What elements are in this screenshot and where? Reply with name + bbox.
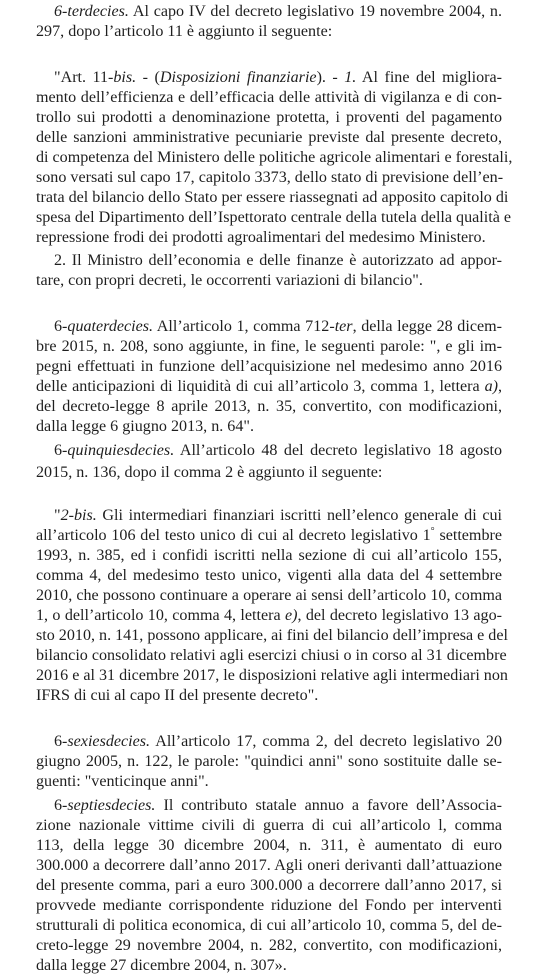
text-segment: giugno 2005, n. 122, le parole: "quindici anni" sono sostituite dalle se-	[36, 753, 502, 770]
text-segment: All’articolo 48 del decreto legislativo 18 agosto	[174, 442, 502, 459]
text-line	[54, 796, 502, 816]
text-segment: pegni effettuati in funzione dell’acquisizione nel medesimo anno 2016	[36, 358, 502, 375]
text-line	[36, 128, 502, 148]
text-line	[36, 876, 502, 896]
text-segment: All’articolo 17, comma 2, del decreto legislativo 20	[150, 733, 502, 750]
text-segment: 2016 e al 31 dicembre 2017, le disposizioni relative agli intermediari non	[36, 667, 508, 684]
text-segment: 2010, che possono continuare a operare ai sensi dell’articolo 10, comma	[36, 587, 502, 604]
text-segment: 300.000 a decorrere dall’anno 2017. Agli oneri derivanti dall’attuazione	[36, 857, 502, 874]
text-line	[36, 108, 502, 128]
text-segment: del presente comma, pari a euro 300.000 a decorrere dall’anno 2017, si	[36, 877, 502, 894]
text-segment: repressione frodi dei prodotti agroalimentari del medesimo Ministero.	[36, 229, 486, 246]
text-segment: Il contributo statale annuo a favore dell’Associa-	[155, 797, 502, 814]
text-segment: 2. Il Ministro dell’economia e delle finanze è autorizzato ad appor-	[54, 252, 502, 269]
text-segment: tare, con propri decreti, le occorrenti variazioni di bilancio".	[36, 272, 423, 289]
text-segment: 6-	[54, 442, 68, 459]
text-segment: 1993, n. 385, ed i confidi iscritti nella sezione di cui all’articolo 155,	[36, 547, 502, 564]
text-segment: ,	[497, 378, 502, 395]
text-line	[36, 916, 502, 936]
text-line	[36, 377, 502, 397]
text-segment: 1, o dell’articolo 10, comma 4, lettera	[36, 607, 285, 624]
text-segment: 113, della legge 30 dicembre 2004, n. 311, è aumentato di euro	[36, 837, 502, 854]
text-line	[36, 228, 502, 248]
text-segment: ). -	[316, 69, 345, 86]
text-segment: all’articolo 106 del testo unico di cui al decreto legislativo 1	[36, 527, 431, 544]
italic-text: 6-terdecies.	[54, 3, 129, 20]
text-line	[36, 836, 502, 856]
text-segment: mento dell’efficienza e dell’efficacia delle attività di vigilanza e di con-	[36, 89, 502, 106]
text-segment: - (	[136, 69, 160, 86]
text-line	[36, 936, 502, 956]
text-line	[36, 337, 502, 357]
text-segment: sono versati sul capo 17, capitolo 3373, dello stato di previsione dell’en-	[36, 169, 504, 186]
text-line	[54, 2, 502, 22]
text-segment: di competenza del Ministero delle politiche agricole alimentari e forestali,	[36, 149, 513, 166]
text-segment: bre 2015, n. 208, sono aggiunte, in fine, le seguenti parole: ", e gli im-	[36, 338, 502, 355]
text-line	[36, 463, 502, 483]
text-segment: delle sanzioni amministrative pecuniarie previste dal presente decreto,	[36, 129, 502, 146]
text-line	[36, 896, 502, 916]
text-line	[54, 68, 502, 88]
text-segment: 2015, n. 136, dopo il comma 2 è aggiunto il seguente:	[36, 464, 383, 481]
text-line	[54, 251, 502, 271]
text-line	[36, 816, 502, 836]
text-line	[36, 526, 502, 546]
text-line	[36, 148, 513, 168]
text-segment: All’articolo 1, comma 712-	[153, 318, 335, 335]
italic-text: quinquiesdecies.	[67, 442, 175, 459]
text-segment: , del decreto legislativo 13 ago-	[297, 607, 502, 624]
italic-text: ter	[334, 318, 353, 335]
text-line	[36, 666, 508, 686]
text-segment: del decreto-legge 8 aprile 2013, n. 35, convertito, con modificazioni,	[36, 398, 502, 415]
text-segment: guenti: "venticinque anni".	[36, 773, 209, 790]
italic-text: quaterdecies.	[67, 318, 154, 335]
text-line	[36, 586, 502, 606]
text-line	[36, 956, 502, 976]
text-line	[36, 566, 502, 586]
text-line	[36, 752, 502, 772]
italic-text: 1.	[344, 69, 357, 86]
superscript: °	[430, 526, 435, 537]
text-segment: 6-	[54, 733, 68, 750]
text-segment: "Art. 11-	[54, 69, 114, 86]
text-line	[36, 772, 502, 792]
text-segment: comma 4, del medesimo testo unico, vigenti alla data del 4 settembre	[36, 567, 502, 584]
text-segment: 297, dopo l’articolo 11 è aggiunto il seguente:	[36, 23, 333, 40]
text-line	[36, 88, 502, 108]
text-segment: delle anticipazioni di liquidità di cui all’articolo 3, comma 1, lettera	[36, 378, 485, 395]
text-segment: bilancio consolidato relativi agli esercizi chiusi o in corso al 31 dicembre	[36, 647, 507, 664]
text-line	[36, 208, 512, 228]
text-line	[54, 441, 502, 461]
text-line	[36, 168, 502, 188]
text-line	[36, 417, 502, 437]
text-line	[36, 626, 508, 646]
text-line	[36, 188, 509, 208]
text-segment: zione nazionale vittime civili di guerra di cui all’articolo l, comma	[36, 817, 502, 834]
text-line	[54, 732, 502, 752]
text-line	[36, 606, 502, 626]
italic-text: septiesdecies.	[67, 797, 156, 814]
text-line	[36, 646, 507, 666]
text-line	[36, 357, 502, 377]
text-line	[36, 686, 502, 706]
text-segment: settembre	[434, 527, 503, 544]
text-line	[36, 22, 502, 42]
italic-text: bis.	[113, 69, 137, 86]
text-line	[36, 856, 502, 876]
text-segment: IFRS di cui al capo II del presente decreto".	[36, 687, 319, 704]
text-line	[36, 546, 502, 566]
text-segment: Al capo IV del decreto legislativo 19 novembre 2004, n.	[128, 3, 502, 20]
text-segment: spesa del Dipartimento dell’Ispettorato centrale della tutela della qualità e	[36, 209, 512, 226]
text-segment: 6-	[54, 797, 68, 814]
text-segment: Al fine del migliora-	[356, 69, 502, 86]
text-segment: , della legge 28 dicem-	[352, 318, 502, 335]
italic-text: e)	[284, 607, 298, 624]
text-segment: dalla legge 6 giugno 2013, n. 64".	[36, 418, 254, 435]
italic-text: a)	[484, 378, 498, 395]
italic-text: sexiesdecies.	[67, 733, 151, 750]
text-segment: "	[54, 507, 61, 524]
text-line	[36, 397, 502, 417]
text-segment: creto-legge 29 novembre 2004, n. 282, convertito, con modificazioni,	[36, 937, 502, 954]
text-segment: dalla legge 27 dicembre 2004, n. 307».	[36, 957, 287, 974]
text-segment: Gli intermediari finanziari iscritti nell’elenco generale di cui	[96, 507, 502, 524]
text-line	[54, 506, 502, 526]
italic-text: 2-bis.	[60, 507, 97, 524]
text-segment: 6-	[54, 318, 68, 335]
italic-text: Disposizioni finanziarie	[159, 69, 317, 86]
text-segment: strutturali di politica economica, di cui all’articolo 10, comma 5, del de-	[36, 917, 502, 934]
text-line	[36, 271, 502, 291]
text-segment: trata del bilancio dello Stato per essere riassegnati ad apposito capitolo di	[36, 189, 509, 206]
text-segment: provvede mediante corrispondente riduzione del Fondo per interventi	[36, 897, 502, 914]
text-segment: sto 2010, n. 141, possono applicare, ai fini del bilancio dell’impresa e del	[36, 627, 508, 644]
text-segment: trollo sui prodotti a denominazione protetta, i proventi del pagamento	[36, 109, 502, 126]
text-line	[54, 317, 502, 337]
